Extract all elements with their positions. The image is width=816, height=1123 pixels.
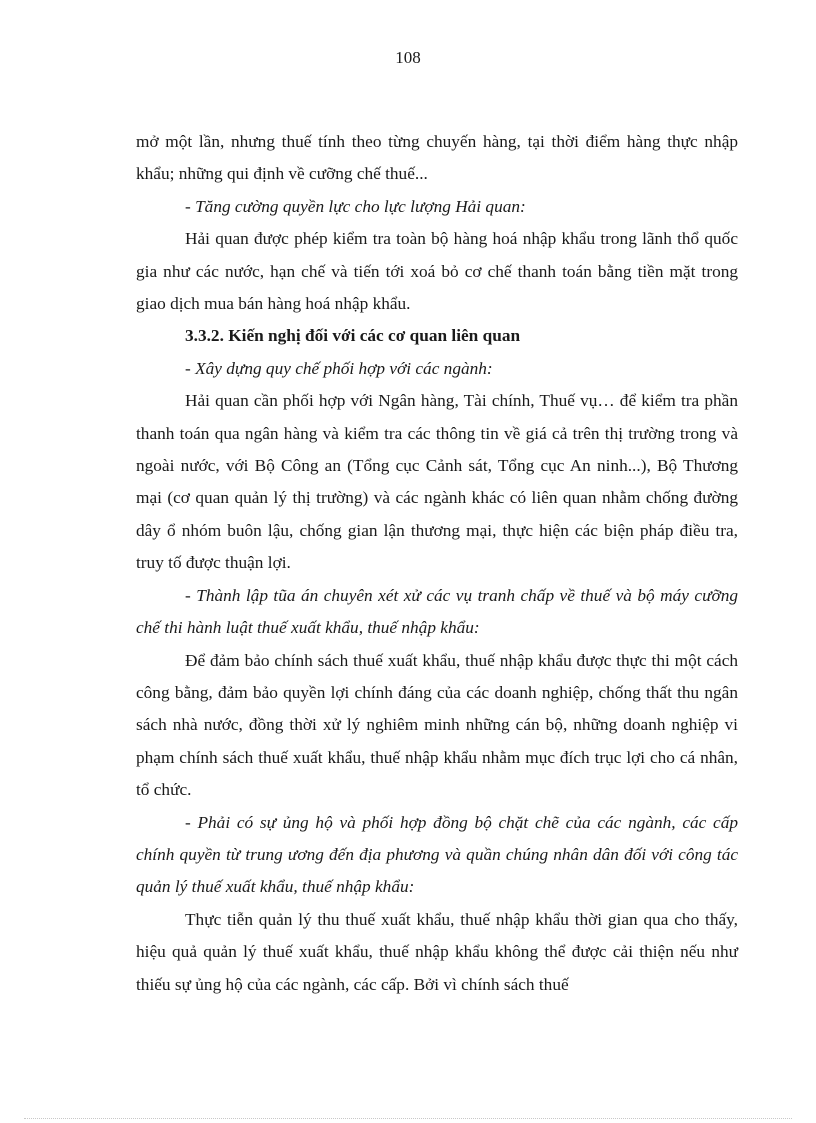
italic-subheading-support: - Phải có sự ủng hộ và phối hợp đồng bộ chặt chẽ của các ngành, các cấp chính quyền từ trung ương đến địa phương và quần chúng nhân dân đối với công tác quản lý thuế xuất khẩu, thuế nhập khẩu: xyxy=(136,812,738,897)
paragraph-coordination: Hải quan cần phối hợp với Ngân hàng, Tài chính, Thuế vụ… để kiểm tra phần thanh toán qua ngân hàng và kiểm tra các thông tin về giá cả trên thị trường trong và ngoài nước, với Bộ Công an (Tổng cục Cảnh sát, Tổng cục An ninh...), Bộ Thương mại (cơ quan quản lý thị trường) và các ngành khác có liên quan nhằm chống đường dây ổ nhóm buôn lậu, chống gian lận thương mại, thực hiện các biện pháp điều tra, truy tố được thuận lợi. xyxy=(136,391,738,573)
section-heading-3-3-2: 3.3.2. Kiến nghị đối với các cơ quan liên quan xyxy=(185,326,521,346)
paragraph-continuation: mở một lần, nhưng thuế tính theo từng chuyến hàng, tại thời điểm hàng thực nhập khẩu; những qui định về cưỡng chế thuế... xyxy=(136,132,738,184)
paragraph-support: Thực tiễn quản lý thu thuế xuất khẩu, thuế nhập khẩu thời gian qua cho thấy, hiệu quả quản lý thuế xuất khẩu, thuế nhập khẩu không thể được cải thiện nếu như thiếu sự ủng hộ của các ngành, các cấp. Bởi vì chính sách thuế xyxy=(136,909,738,994)
paragraph-customs-inspection: Hải quan được phép kiểm tra toàn bộ hàng hoá nhập khẩu trong lãnh thổ quốc gia như các nước, hạn chế và tiến tới xoá bỏ cơ chế thanh toán bằng tiền mặt trong giao dịch mua bán hàng hoá nhập khẩu. xyxy=(136,229,738,314)
page-number: 108 xyxy=(395,48,421,67)
paragraph-tax-court: Để đảm bảo chính sách thuế xuất khẩu, thuế nhập khẩu được thực thi một cách công bằng, đảm bảo quyền lợi chính đáng của các doanh nghiệp, chống thất thu ngân sách nhà nước, đồng thời xử lý nghiêm minh những cán bộ, những doanh nghiệp vi phạm chính sách thuế xuất khẩu, thuế nhập khẩu nhằm mục đích trục lợi cho cá nhân, tổ chức. xyxy=(136,650,738,800)
italic-subheading-tax-court: - Thành lập tũa án chuyên xét xử các vụ tranh chấp về thuế và bộ máy cưỡng chế thi hành luật thuế xuất khẩu, thuế nhập khẩu: xyxy=(136,585,738,638)
italic-subheading-coordination: - Xây dựng quy chế phối hợp với các ngành: xyxy=(185,358,493,378)
document-body xyxy=(136,126,738,1001)
page-bottom-divider xyxy=(24,1118,792,1119)
italic-subheading-customs-power: - Tăng cường quyền lực cho lực lượng Hải quan: xyxy=(185,196,526,216)
